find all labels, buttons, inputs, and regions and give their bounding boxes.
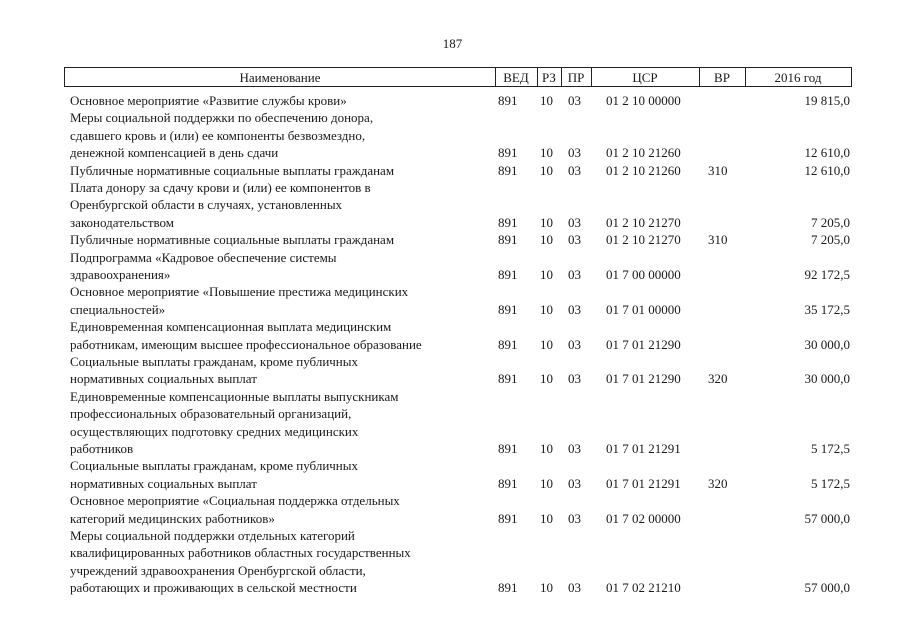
table-row bbox=[0, 353, 905, 388]
row-name-line: Основное мероприятие «Повышение престижа медицинских bbox=[70, 284, 409, 300]
row-name-line: Социальные выплаты гражданам, кроме публичных bbox=[70, 353, 358, 369]
row-name-line: Социальные выплаты гражданам, кроме публичных bbox=[70, 458, 358, 474]
row-ved: 891 bbox=[498, 510, 518, 526]
row-pr: 03 bbox=[568, 440, 581, 456]
row-name-line: денежной компенсацией в день сдачи bbox=[70, 145, 279, 161]
row-pr: 03 bbox=[568, 475, 581, 491]
row-name-line: профессиональных образовательный организаций, bbox=[70, 406, 352, 422]
row-rz: 10 bbox=[540, 301, 553, 317]
row-name bbox=[70, 492, 488, 527]
row-pr: 03 bbox=[568, 336, 581, 352]
row-name-line: Основное мероприятие «Социальная поддержка отдельных bbox=[70, 493, 400, 509]
table-row bbox=[0, 492, 905, 527]
row-rz: 10 bbox=[540, 440, 553, 456]
row-csr: 01 7 01 21290 bbox=[606, 336, 681, 352]
row-vr: 310 bbox=[708, 162, 728, 178]
row-ved: 891 bbox=[498, 301, 518, 317]
row-ved: 891 bbox=[498, 145, 518, 161]
row-sum: 92 172,5 bbox=[804, 266, 850, 282]
row-sum: 5 172,5 bbox=[811, 475, 850, 491]
row-sum: 57 000,0 bbox=[804, 580, 850, 596]
row-name bbox=[70, 249, 488, 284]
row-sum: 35 172,5 bbox=[804, 301, 850, 317]
row-name-line: квалифицированных работников областных государственных bbox=[70, 545, 411, 561]
row-pr: 03 bbox=[568, 162, 581, 178]
row-rz: 10 bbox=[540, 162, 553, 178]
row-vr: 320 bbox=[708, 371, 728, 387]
row-ved: 891 bbox=[498, 475, 518, 491]
row-ved: 891 bbox=[498, 440, 518, 456]
row-csr: 01 7 01 21291 bbox=[606, 440, 681, 456]
row-name bbox=[70, 388, 488, 458]
row-csr: 01 7 02 21210 bbox=[606, 580, 681, 596]
row-csr: 01 7 01 21291 bbox=[606, 475, 681, 491]
row-name-line: специальностей» bbox=[70, 301, 166, 317]
row-name bbox=[70, 353, 488, 388]
row-name-line: Оренбургской области в случаях, установленных bbox=[70, 197, 343, 213]
row-ved: 891 bbox=[498, 336, 518, 352]
row-vr: 320 bbox=[708, 475, 728, 491]
row-sum: 7 205,0 bbox=[811, 232, 850, 248]
row-name bbox=[70, 92, 488, 109]
row-name bbox=[70, 231, 488, 248]
table-row bbox=[0, 249, 905, 284]
table-row bbox=[0, 527, 905, 597]
table-row bbox=[0, 179, 905, 231]
row-name-line: Меры социальной поддержки по обеспечению донора, bbox=[70, 110, 374, 126]
row-name-line: осуществляющих подготовку средних медицинских bbox=[70, 423, 359, 439]
row-name-line: Плата донору за сдачу крови и (или) ее компонентов в bbox=[70, 179, 371, 195]
row-name bbox=[70, 162, 488, 179]
row-csr: 01 2 10 21270 bbox=[606, 214, 681, 230]
row-name-line: Публичные нормативные социальные выплаты гражданам bbox=[70, 232, 395, 248]
row-name-line: нормативных социальных выплат bbox=[70, 371, 257, 387]
row-rz: 10 bbox=[540, 92, 553, 108]
row-rz: 10 bbox=[540, 145, 553, 161]
table-row bbox=[0, 231, 905, 248]
header-name: Наименование bbox=[239, 70, 321, 85]
row-name bbox=[70, 318, 488, 353]
row-rz: 10 bbox=[540, 580, 553, 596]
row-name-line: работающих и проживающих в сельской местности bbox=[70, 580, 357, 596]
row-sum: 19 815,0 bbox=[804, 92, 850, 108]
row-name-line: законодательством bbox=[70, 214, 175, 230]
table-row bbox=[0, 162, 905, 179]
row-name bbox=[70, 179, 488, 231]
row-name-line: Основное мероприятие «Развитие службы крови» bbox=[70, 93, 347, 108]
header-csr: ЦСР bbox=[632, 70, 658, 85]
header-ved: ВЕД bbox=[503, 70, 529, 85]
row-ved: 891 bbox=[498, 371, 518, 387]
header-vr: ВР bbox=[714, 70, 730, 85]
header-pr: ПР bbox=[567, 70, 585, 85]
row-ved: 891 bbox=[498, 580, 518, 596]
row-name-line: Публичные нормативные социальные выплаты гражданам bbox=[70, 162, 395, 178]
row-rz: 10 bbox=[540, 371, 553, 387]
table-row bbox=[0, 92, 905, 109]
row-pr: 03 bbox=[568, 510, 581, 526]
table-row bbox=[0, 388, 905, 458]
table-row bbox=[0, 318, 905, 353]
row-rz: 10 bbox=[540, 266, 553, 282]
row-rz: 10 bbox=[540, 336, 553, 352]
row-csr: 01 2 10 21270 bbox=[606, 232, 681, 248]
row-sum: 5 172,5 bbox=[811, 440, 850, 456]
row-name-line: учреждений здравоохранения Оренбургской области, bbox=[70, 562, 366, 578]
row-csr: 01 2 10 00000 bbox=[606, 92, 681, 108]
row-pr: 03 bbox=[568, 92, 581, 108]
row-pr: 03 bbox=[568, 266, 581, 282]
table-row bbox=[0, 283, 905, 318]
row-csr: 01 2 10 21260 bbox=[606, 162, 681, 178]
row-rz: 10 bbox=[540, 475, 553, 491]
row-csr: 01 2 10 21260 bbox=[606, 145, 681, 161]
row-name bbox=[70, 283, 488, 318]
row-name bbox=[70, 457, 488, 492]
row-csr: 01 7 01 00000 bbox=[606, 301, 681, 317]
row-ved: 891 bbox=[498, 162, 518, 178]
row-ved: 891 bbox=[498, 232, 518, 248]
header-year: 2016 год bbox=[774, 70, 822, 85]
row-rz: 10 bbox=[540, 232, 553, 248]
row-pr: 03 bbox=[568, 371, 581, 387]
row-sum: 12 610,0 bbox=[804, 145, 850, 161]
row-csr: 01 7 02 00000 bbox=[606, 510, 681, 526]
row-ved: 891 bbox=[498, 92, 518, 108]
table-row bbox=[0, 109, 905, 161]
row-name-line: Меры социальной поддержки отдельных категорий bbox=[70, 527, 355, 543]
row-pr: 03 bbox=[568, 301, 581, 317]
row-name-line: нормативных социальных выплат bbox=[70, 475, 257, 491]
table-header bbox=[64, 67, 852, 87]
row-name-line: Подпрограмма «Кадровое обеспечение системы bbox=[70, 249, 337, 265]
row-name-line: сдавшего кровь и (или) ее компоненты безвозмездно, bbox=[70, 127, 366, 143]
row-pr: 03 bbox=[568, 232, 581, 248]
row-name-line: категорий медицинских работников» bbox=[70, 510, 275, 526]
row-sum: 30 000,0 bbox=[804, 371, 850, 387]
row-name-line: здравоохранения» bbox=[70, 266, 171, 282]
table-row bbox=[0, 457, 905, 492]
row-rz: 10 bbox=[540, 510, 553, 526]
row-sum: 57 000,0 bbox=[804, 510, 850, 526]
row-name-line: работникам, имеющим высшее профессиональное образование bbox=[70, 336, 422, 352]
row-name bbox=[70, 109, 488, 161]
row-csr: 01 7 01 21290 bbox=[606, 371, 681, 387]
row-sum: 30 000,0 bbox=[804, 336, 850, 352]
row-pr: 03 bbox=[568, 580, 581, 596]
row-name-line: работников bbox=[70, 440, 134, 456]
row-name-line: Единовременные компенсационные выплаты выпускникам bbox=[70, 388, 399, 404]
row-ved: 891 bbox=[498, 266, 518, 282]
page-number: 187 bbox=[442, 36, 463, 51]
row-vr: 310 bbox=[708, 232, 728, 248]
row-name bbox=[70, 527, 488, 597]
row-rz: 10 bbox=[540, 214, 553, 230]
row-pr: 03 bbox=[568, 145, 581, 161]
row-sum: 12 610,0 bbox=[804, 162, 850, 178]
row-pr: 03 bbox=[568, 214, 581, 230]
row-name-line: Единовременная компенсационная выплата медицинским bbox=[70, 319, 392, 335]
header-rz: РЗ bbox=[542, 70, 556, 85]
row-csr: 01 7 00 00000 bbox=[606, 266, 681, 282]
row-sum: 7 205,0 bbox=[811, 214, 850, 230]
row-ved: 891 bbox=[498, 214, 518, 230]
table-body bbox=[0, 92, 905, 597]
